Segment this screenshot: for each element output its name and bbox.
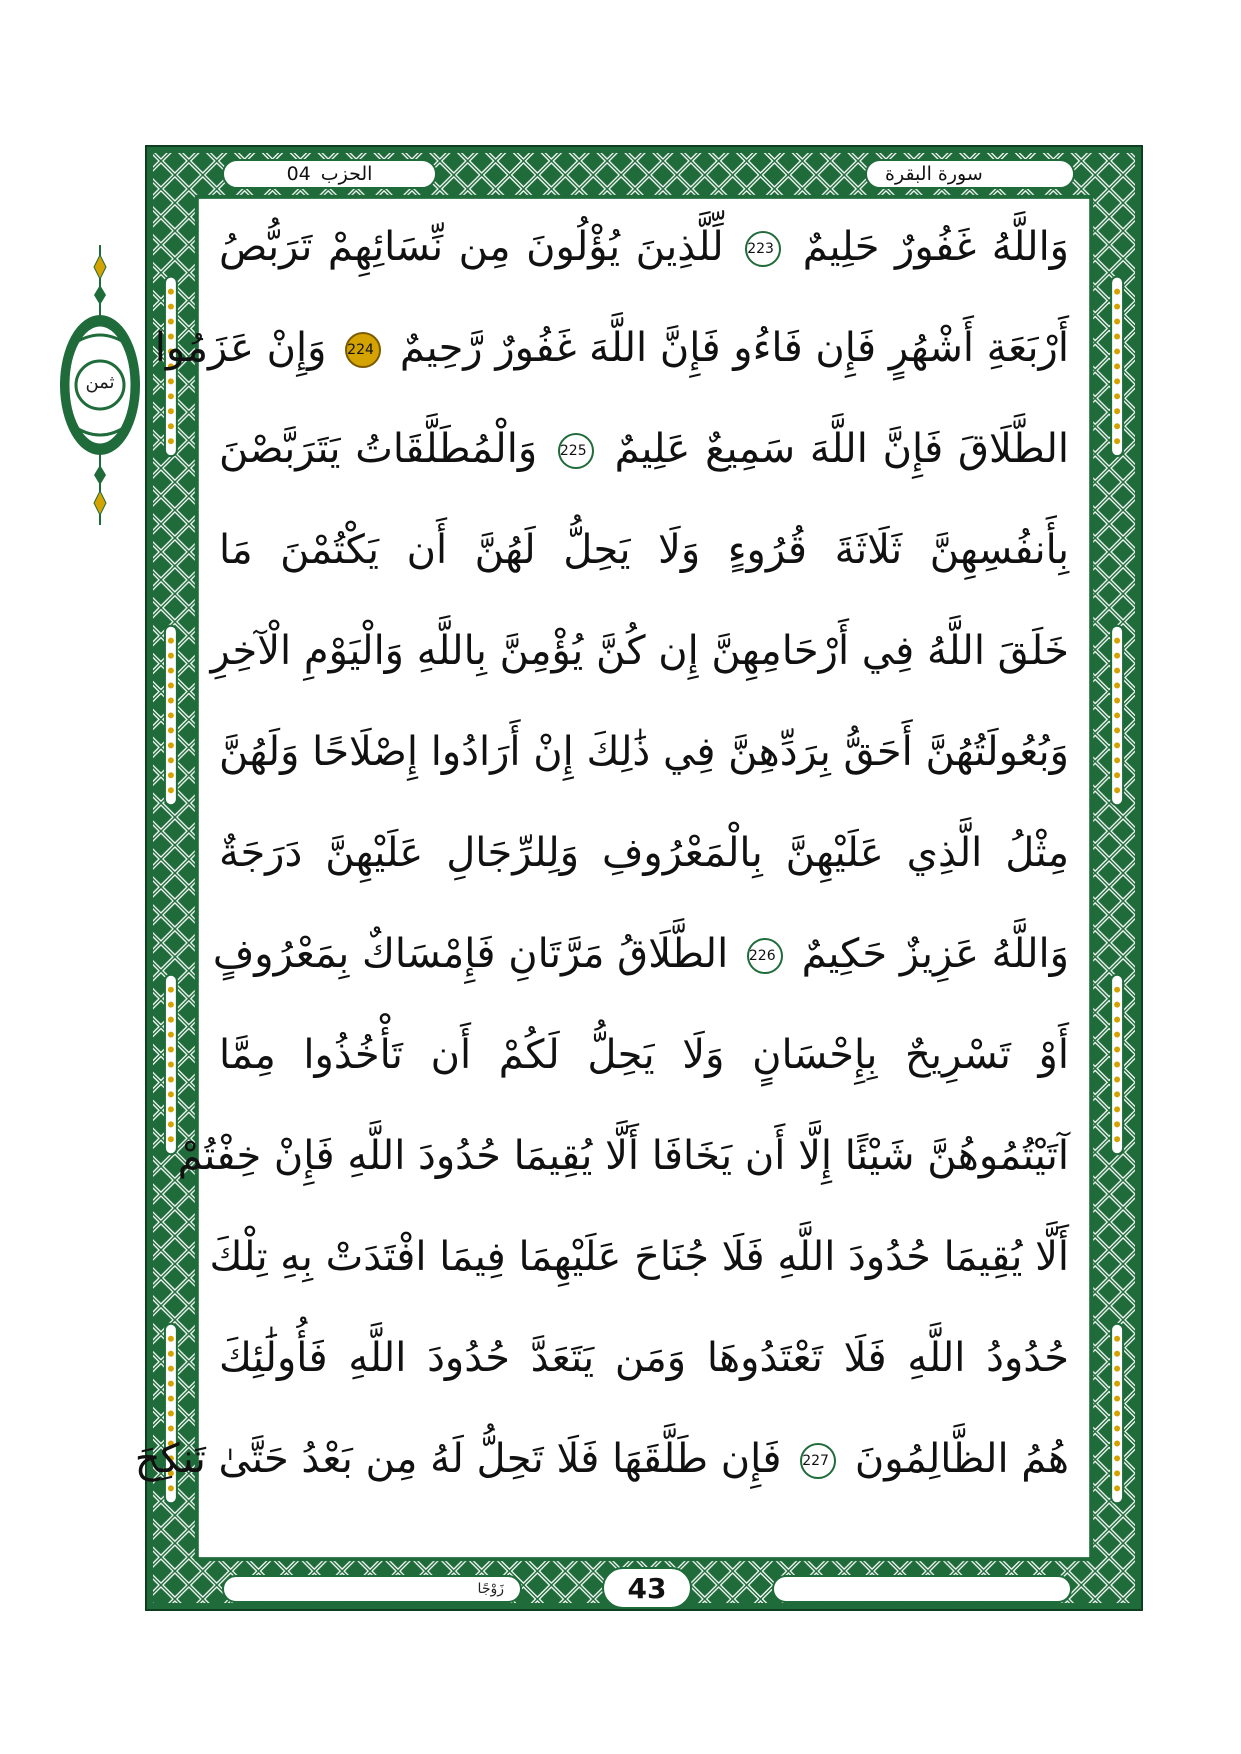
verse-text: لِّلَّذِينَ يُؤْلُونَ مِن نِّسَائِهِمْ تَرَبُّصُ: [219, 224, 740, 270]
verse-text: هُمُ الظَّالِمُونَ: [842, 1436, 1069, 1482]
catchword-tab: [222, 1575, 522, 1603]
page-number: 43: [602, 1567, 692, 1609]
footer-ornament-tab: [772, 1575, 1072, 1603]
verse-line: [212, 914, 1069, 994]
ayah-number-marker[interactable]: 225: [558, 433, 594, 469]
surah-name-tab: [865, 159, 1075, 189]
verse-text: وَاللَّهُ غَفُورٌ حَلِيمٌ: [787, 224, 1070, 270]
quran-text-block: [134, 207, 1070, 1523]
verse-line: [219, 1318, 1069, 1398]
verse-text: وَاللَّهُ عَزِيزٌ حَكِيمٌ: [788, 931, 1069, 977]
verse-line: [154, 308, 1069, 388]
page-frame: [134, 145, 1143, 1611]
catchword: زَوْجًا: [477, 1581, 504, 1597]
verse-line: [219, 510, 1069, 590]
verse-text: وَبُعُولَتُهُنَّ أَحَقُّ بِرَدِّهِنَّ فِي ذَٰلِكَ إِنْ أَرَادُوا إِصْلَاحًا وَلَهُنَّ: [219, 729, 1069, 775]
verse-text: آتَيْتُمُوهُنَّ شَيْئًا إِلَّا أَن يَخَافَا أَلَّا يُقِيمَا حُدُودَ اللَّهِ فَإِنْ خِفْتُمْ: [177, 1133, 1069, 1179]
verse-text: الطَّلَاقَ فَإِنَّ اللَّهَ سَمِيعٌ عَلِيمٌ: [599, 426, 1069, 472]
ayah-number-marker[interactable]: 226: [747, 938, 783, 974]
verse-line: [219, 1015, 1069, 1095]
verse-text: وَإِنْ عَزَمُوا: [154, 325, 340, 371]
verse-line: [177, 1116, 1069, 1196]
ayah-number-marker[interactable]: 223: [745, 231, 781, 267]
verse-line: [134, 1419, 1069, 1499]
ayah-number-marker[interactable]: 227: [800, 1443, 836, 1479]
surah-name: سورة البقرة: [885, 163, 983, 185]
verse-text: خَلَقَ اللَّهُ فِي أَرْحَامِهِنَّ إِن كُنَّ يُؤْمِنَّ بِاللَّهِ وَالْيَوْمِ الْآخِرِ: [210, 628, 1069, 674]
verse-text: فَإِن طَلَّقَهَا فَلَا تَحِلُّ لَهُ مِن بَعْدُ حَتَّىٰ تَنكِحَ: [134, 1436, 795, 1482]
hizb-indicator: [222, 159, 437, 189]
verse-text: أَلَّا يُقِيمَا حُدُودَ اللَّهِ فَلَا جُنَاحَ عَلَيْهِمَا فِيمَا افْتَدَتْ بِهِ تِلْكَ: [209, 1234, 1069, 1280]
verse-text: مِثْلُ الَّذِي عَلَيْهِنَّ بِالْمَعْرُوفِ وَلِلرِّجَالِ عَلَيْهِنَّ دَرَجَةٌ: [219, 830, 1069, 876]
verse-line: [219, 207, 1069, 287]
thumun-label: ثمن: [85, 372, 115, 393]
verse-line: [219, 813, 1069, 893]
verse-line: [219, 409, 1069, 489]
hizb-label: الحزب: [320, 163, 373, 185]
verse-line: [219, 712, 1069, 792]
verse-text: الطَّلَاقُ مَرَّتَانِ فَإِمْسَاكٌ بِمَعْرُوفٍ: [212, 931, 741, 977]
verse-text: بِأَنفُسِهِنَّ ثَلَاثَةَ قُرُوءٍ وَلَا يَحِلُّ لَهُنَّ أَن يَكْتُمْنَ مَا: [219, 527, 1069, 573]
verse-text: حُدُودُ اللَّهِ فَلَا تَعْتَدُوهَا وَمَن يَتَعَدَّ حُدُودَ اللَّهِ فَأُولَٰئِكَ: [219, 1335, 1069, 1381]
verse-line: [209, 1217, 1069, 1297]
hizb-number: 04: [286, 163, 311, 185]
verse-text: أَرْبَعَةِ أَشْهُرٍ فَإِن فَاءُو فَإِنَّ اللَّهَ غَفُورٌ رَّحِيمٌ: [387, 325, 1069, 371]
verse-text: وَالْمُطَلَّقَاتُ يَتَرَبَّصْنَ: [219, 426, 552, 472]
verse-line: [210, 611, 1069, 691]
ayah-number-marker[interactable]: 224: [345, 332, 381, 368]
verse-text: أَوْ تَسْرِيحٌ بِإِحْسَانٍ وَلَا يَحِلُّ لَكُمْ أَن تَأْخُذُوا مِمَّا: [219, 1032, 1069, 1078]
